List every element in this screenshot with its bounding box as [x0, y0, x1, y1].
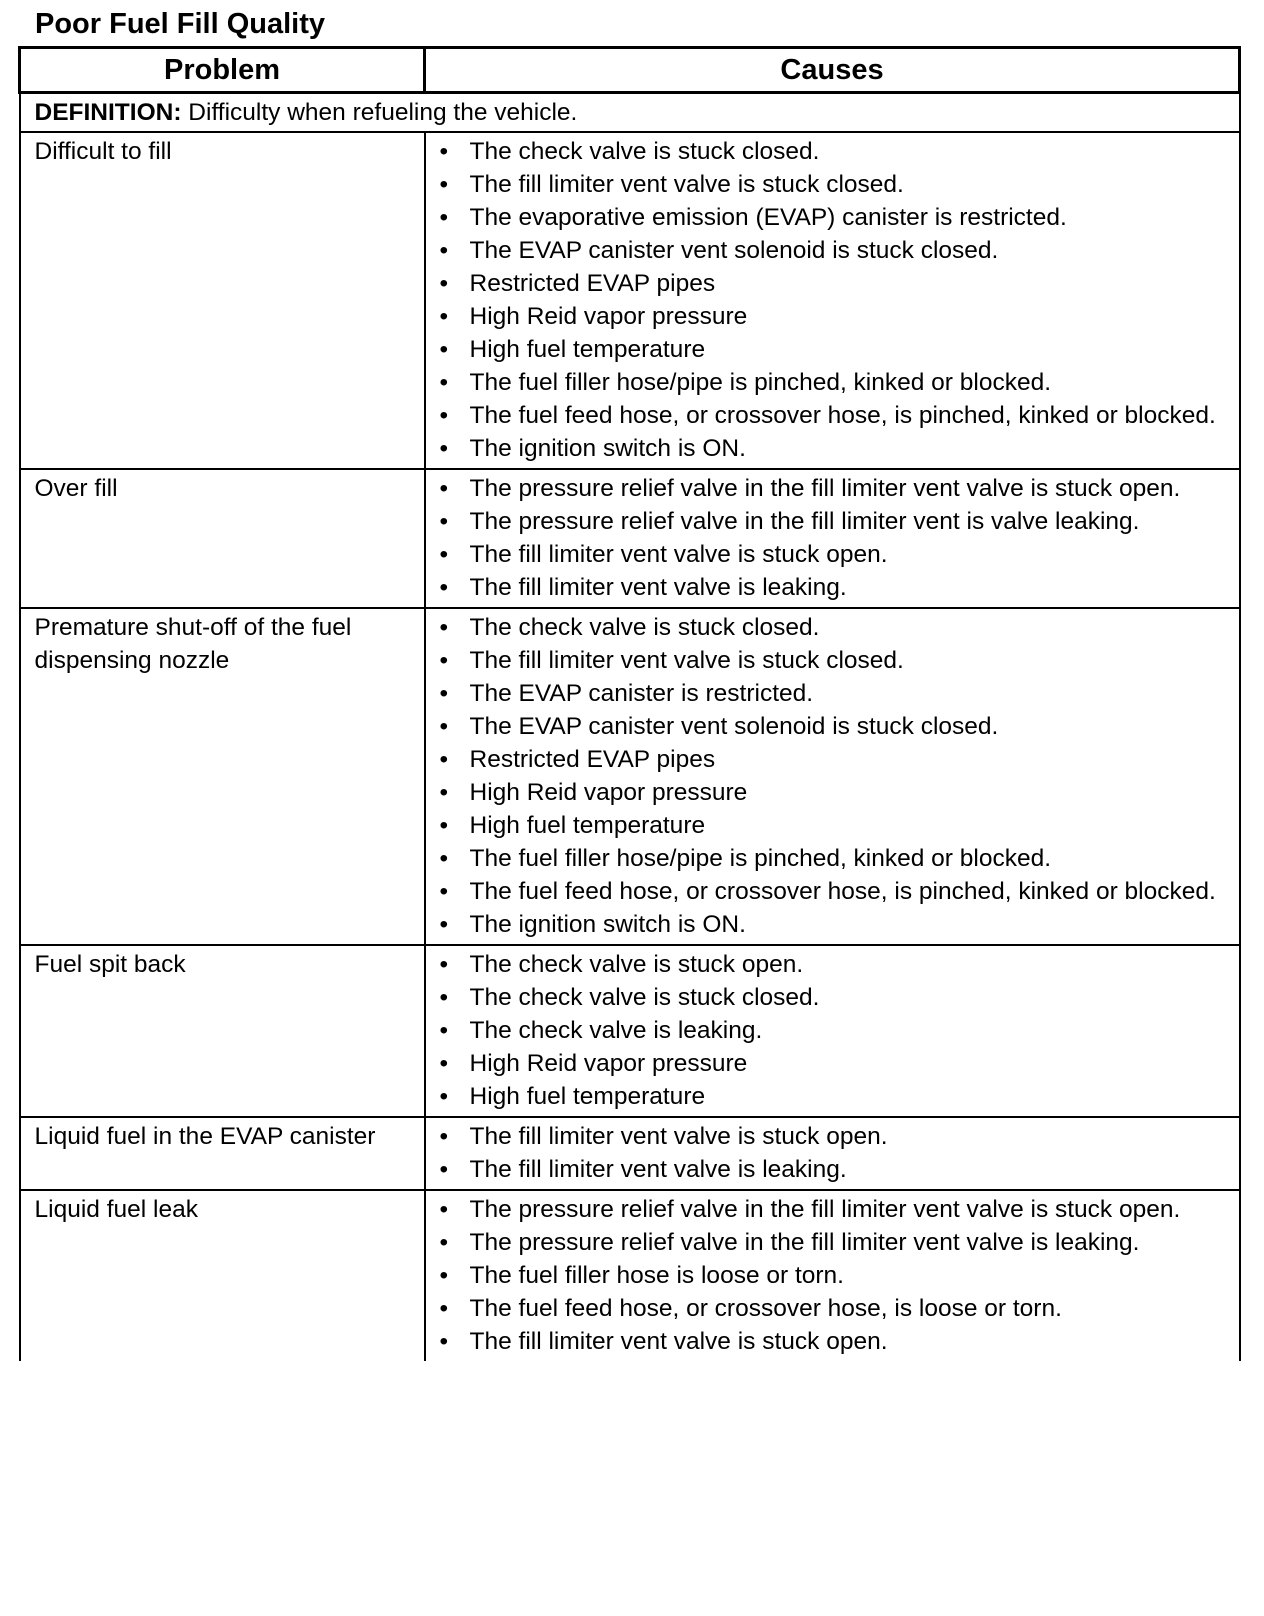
cause-item: • The pressure relief valve in the fill limiter vent valve is stuck open.	[440, 472, 1231, 505]
cause-item: • The ignition switch is ON.	[440, 908, 1231, 941]
problem-cell: Premature shut-off of the fuel dispensing nozzle	[20, 608, 425, 945]
causes-cell	[425, 1190, 1240, 1361]
cause-item: • The fill limiter vent valve is leaking.	[440, 1153, 1231, 1186]
table-row	[20, 608, 1240, 945]
cause-item: • The fuel filler hose is loose or torn.	[440, 1259, 1231, 1292]
cause-item: • Restricted EVAP pipes	[440, 743, 1231, 776]
cause-item: • The fill limiter vent valve is leaking.	[440, 571, 1231, 604]
table-row	[20, 1190, 1240, 1361]
cause-item: • The fuel filler hose/pipe is pinched, kinked or blocked.	[440, 842, 1231, 875]
cause-item: • The pressure relief valve in the fill limiter vent is valve leaking.	[440, 505, 1231, 538]
problem-cell: Fuel spit back	[20, 945, 425, 1117]
diagnosis-table	[18, 46, 1241, 1361]
causes-list	[440, 1193, 1231, 1358]
cause-item: • The check valve is stuck open.	[440, 948, 1231, 981]
causes-cell	[425, 945, 1240, 1117]
causes-list	[440, 1120, 1231, 1186]
problem-cell: Difficult to fill	[20, 132, 425, 469]
cause-item: • The check valve is stuck closed.	[440, 135, 1231, 168]
causes-column-header: Causes	[425, 48, 1240, 93]
cause-item: • The fill limiter vent valve is stuck open.	[440, 538, 1231, 571]
cause-item: • Restricted EVAP pipes	[440, 267, 1231, 300]
cause-item: • The fuel feed hose, or crossover hose, is loose or torn.	[440, 1292, 1231, 1325]
definition-label: DEFINITION:	[34, 99, 182, 126]
cause-item: • The fuel feed hose, or crossover hose, is pinched, kinked or blocked.	[440, 399, 1231, 432]
problem-cell: Liquid fuel leak	[20, 1190, 425, 1361]
causes-list	[440, 472, 1231, 604]
causes-list	[440, 948, 1231, 1113]
cause-item: • The pressure relief valve in the fill limiter vent valve is leaking.	[440, 1226, 1231, 1259]
table-header-row	[20, 48, 1240, 93]
cause-item: • The EVAP canister is restricted.	[440, 677, 1231, 710]
causes-list	[440, 611, 1231, 941]
cause-item: • The fill limiter vent valve is stuck closed.	[440, 168, 1231, 201]
problem-column-header: Problem	[20, 48, 425, 93]
causes-cell	[425, 1117, 1240, 1190]
cause-item: • The evaporative emission (EVAP) canister is restricted.	[440, 201, 1231, 234]
causes-list	[440, 135, 1231, 465]
cause-item: • The pressure relief valve in the fill limiter vent valve is stuck open.	[440, 1193, 1231, 1226]
cause-item: • High fuel temperature	[440, 809, 1231, 842]
table-row	[20, 132, 1240, 469]
cause-item: • High Reid vapor pressure	[440, 776, 1231, 809]
definition-text: Difficulty when refueling the vehicle.	[181, 99, 578, 126]
cause-item: • The check valve is stuck closed.	[440, 981, 1231, 1014]
cause-item: • The fuel feed hose, or crossover hose, is pinched, kinked or blocked.	[440, 875, 1231, 908]
page-title: Poor Fuel Fill Quality	[35, 8, 326, 40]
cause-item: • The check valve is stuck closed.	[440, 611, 1231, 644]
table-row	[20, 469, 1240, 608]
cause-item: • High Reid vapor pressure	[440, 300, 1231, 333]
causes-cell	[425, 132, 1240, 469]
cause-item: • The fuel filler hose/pipe is pinched, kinked or blocked.	[440, 366, 1231, 399]
definition-row	[20, 93, 1240, 133]
causes-cell	[425, 469, 1240, 608]
cause-item: • The fill limiter vent valve is stuck closed.	[440, 644, 1231, 677]
table-row	[20, 945, 1240, 1117]
cause-item: • The ignition switch is ON.	[440, 432, 1231, 465]
causes-cell	[425, 608, 1240, 945]
cause-item: • The EVAP canister vent solenoid is stuck closed.	[440, 710, 1231, 743]
cause-item: • High fuel temperature	[440, 1080, 1231, 1113]
definition-cell	[20, 93, 1240, 133]
cause-item: • The fill limiter vent valve is stuck open.	[440, 1120, 1231, 1153]
cause-item: • The EVAP canister vent solenoid is stuck closed.	[440, 234, 1231, 267]
cause-item: • The fill limiter vent valve is stuck open.	[440, 1325, 1231, 1358]
cause-item: • High Reid vapor pressure	[440, 1047, 1231, 1080]
cause-item: • The check valve is leaking.	[440, 1014, 1231, 1047]
problem-cell: Liquid fuel in the EVAP canister	[20, 1117, 425, 1190]
table-row	[20, 1117, 1240, 1190]
cause-item: • High fuel temperature	[440, 333, 1231, 366]
problem-cell: Over fill	[20, 469, 425, 608]
